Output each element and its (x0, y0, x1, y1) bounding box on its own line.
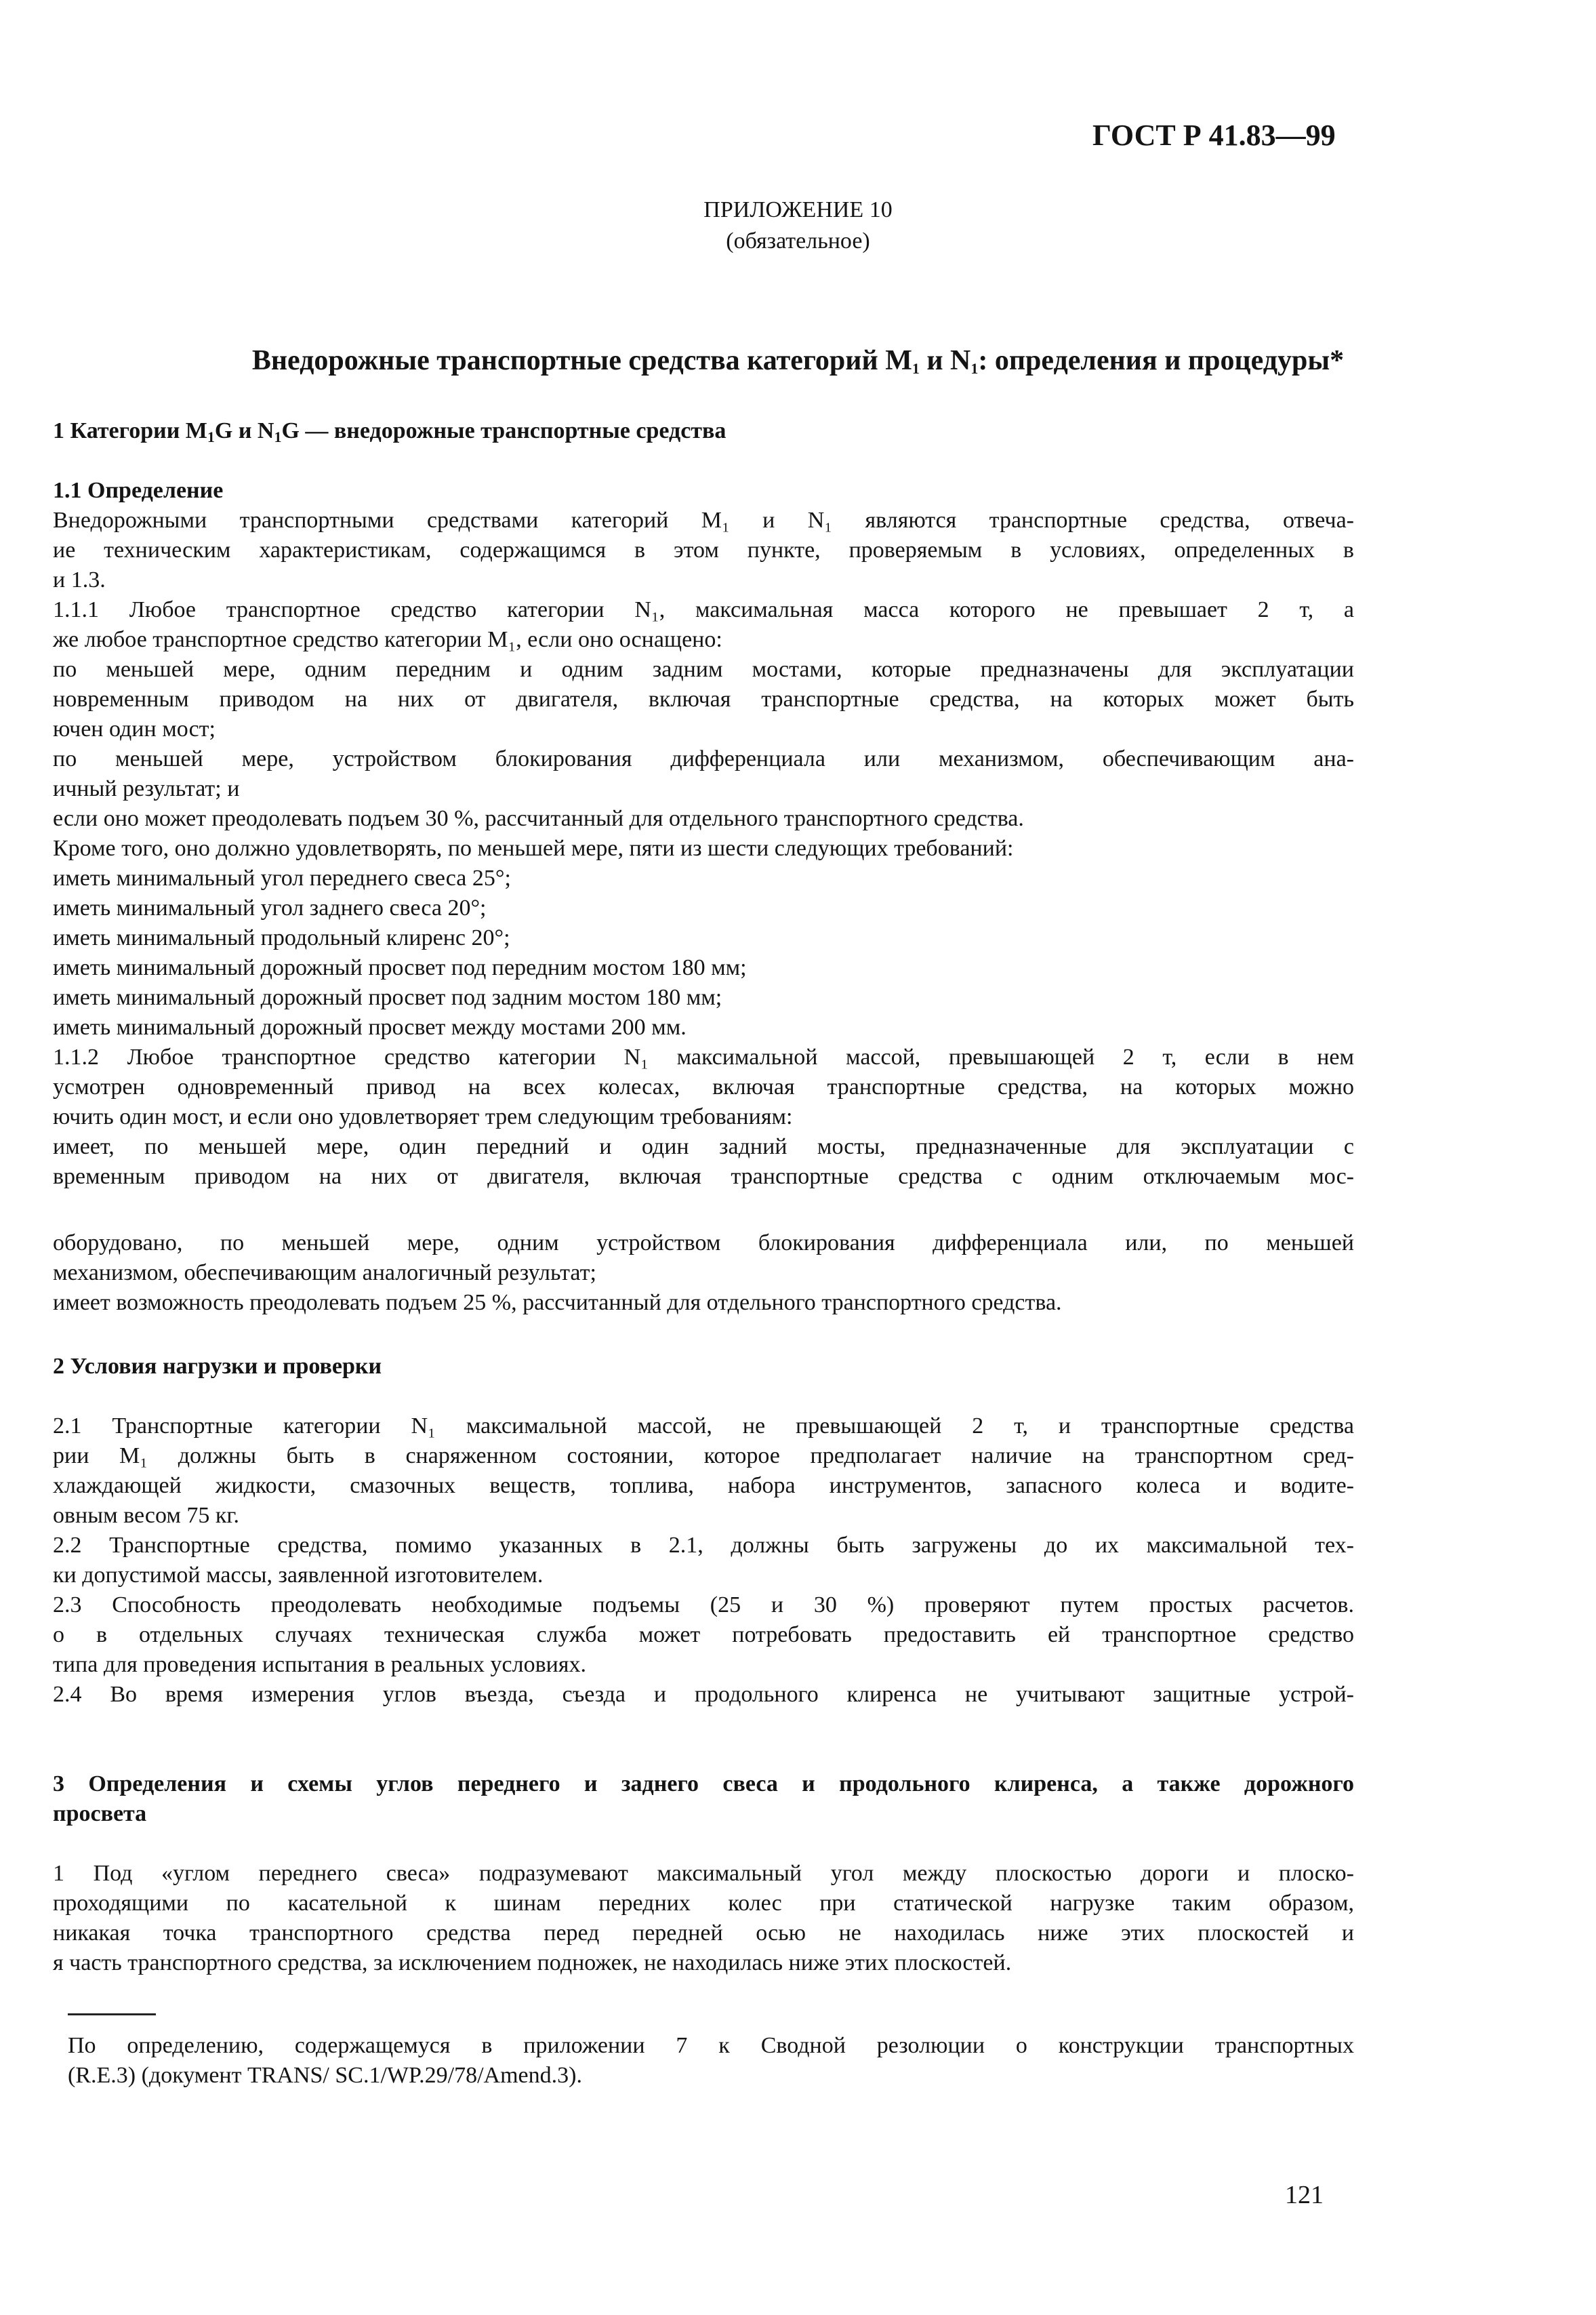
text-line: по меньшей мере, одним передним и одним задним мостами, которые предназначены для эксплуатации (53, 657, 1354, 682)
text-line: имеет, по меньшей мере, один передний и один задний мосты, предназначенные для эксплуатации с (53, 1134, 1354, 1159)
standard-number: ГОСТ Р 41.83—99 (1092, 119, 1336, 152)
footnote-divider (68, 2013, 156, 2015)
text-line: ки допустимой массы, заявленной изготовителем. (53, 1563, 544, 1588)
text-line: имеет возможность преодолевать подъем 25 %, рассчитанный для отдельного транспортного средства. (53, 1290, 1062, 1315)
title-text-2: и N (919, 345, 971, 376)
text-line: хлаждающей жидкости, смазочных веществ, топлива, набора инструментов, запасного колеса и водите- (53, 1473, 1354, 1498)
text-line: проходящими по касательной к шинам передних колес при статической нагрузке таким образом, (53, 1891, 1354, 1916)
document-title (0, 346, 1596, 376)
text-line: ючен один мост; (53, 717, 216, 742)
text-line: 1 Под «углом переднего свеса» подразумевают максимальный угол между плоскостью дороги и плоско- (53, 1861, 1354, 1886)
text-line: Внедорожными транспортными средствами категорий M₁ и N₁ являются транспортные средства, отвеча- (53, 508, 1354, 533)
title-subscript-1: 1 (912, 360, 920, 377)
text-line: никакая точка транспортного средства перед передней осью не находилась ниже этих плоскостей и (53, 1920, 1354, 1946)
heading-text: G — внедорожные транспортные средства (281, 418, 727, 443)
text-line: и 1.3. (53, 567, 106, 592)
text-line: рии M₁ должны быть в снаряженном состоянии, которое предполагает наличие на транспортном сред- (53, 1443, 1354, 1468)
text-line: ие техническим характеристикам, содержащимся в этом пункте, проверяемым в условиях, определенных в (53, 538, 1354, 563)
requirement-item: иметь минимальный угол заднего свеса 20°; (53, 895, 487, 921)
text-line: 2.4 Во время измерения углов въезда, съезда и продольного клиренса не учитывают защитные устрой- (53, 1682, 1354, 1707)
requirement-item: иметь минимальный дорожный просвет под передним мостом 180 мм; (53, 955, 747, 980)
section-3-heading-cont: просвета (53, 1801, 147, 1826)
title-text-3: : определения и процедуры* (978, 345, 1345, 376)
section-2-heading: 2 Условия нагрузки и проверки (53, 1354, 382, 1379)
text-line: я часть транспортного средства, за исключением подножек, не находилась ниже этих плоскостей. (53, 1950, 1012, 1975)
section-1-heading (53, 416, 726, 446)
text-line: типа для проведения испытания в реальных условиях. (53, 1652, 586, 1677)
text-line: 1.1.2 Любое транспортное средство категории N₁ максимальной массой, превышающей 2 т, если в нем (53, 1045, 1354, 1070)
text-line: 2.2 Транспортные средства, помимо указанных в 2.1, должны быть загружены до их максимальной тех- (53, 1533, 1354, 1558)
heading-text: G и N (214, 418, 274, 443)
text-line: ючить один мост, и если оно удовлетворяет трем следующим требованиям: (53, 1104, 793, 1129)
appendix-status: (обязательное) (726, 228, 870, 254)
text-line: Кроме того, оно должно удовлетворять, по меньшей мере, пяти из шести следующих требований: (53, 836, 1014, 861)
requirement-item: иметь минимальный дорожный просвет между мостами 200 мм. (53, 1015, 687, 1040)
text-line: 2.3 Способность преодолевать необходимые подъемы (25 и 30 %) проверяют путем простых расчетов. (53, 1592, 1354, 1617)
text-line: новременным приводом на них от двигателя, включая транспортные средства, на которых может быть (53, 687, 1354, 712)
text-line: если оно может преодолевать подъем 30 %, рассчитанный для отдельного транспортного средства. (53, 806, 1024, 831)
subsection-1-1-heading: 1.1 Определение (53, 478, 224, 503)
text-line: механизмом, обеспечивающим аналогичный результат; (53, 1260, 596, 1285)
title-subscript-2: 1 (970, 360, 979, 377)
section-3-heading: 3 Определения и схемы углов переднего и заднего свеса и продольного клиренса, а также дорожного (53, 1771, 1354, 1796)
text-line: 1.1.1 Любое транспортное средство категории N₁, максимальная масса которого не превышает 2 т, а (53, 597, 1354, 622)
text-line: усмотрен одновременный привод на всех колесах, включая транспортные средства, на которых можно (53, 1074, 1354, 1100)
text-line: же любое транспортное средство категории M₁, если оно оснащено: (53, 627, 722, 652)
appendix-heading (0, 195, 1596, 258)
heading-subscript: 1 (207, 428, 215, 445)
footnote-text: По определению, содержащемуся в приложении 7 к Сводной резолюции о конструкции транспортных (68, 2033, 1354, 2058)
appendix-label: ПРИЛОЖЕНИЕ 10 (703, 197, 893, 222)
footnote-text: (R.E.3) (документ TRANS/ SC.1/WP.29/78/Amend.3). (68, 2063, 582, 2088)
text-line: временным приводом на них от двигателя, включая транспортные средства с одним отключаемым мос- (53, 1164, 1354, 1189)
requirement-item: иметь минимальный продольный клиренс 20°; (53, 925, 510, 950)
heading-text: 1 Категории M (53, 418, 207, 443)
text-line: 2.1 Транспортные категории N₁ максимальной массой, не превышающей 2 т, и транспортные средства (53, 1413, 1354, 1438)
text-line: овным весом 75 кг. (53, 1503, 239, 1528)
text-line: о в отдельных случаях техническая служба может потребовать предоставить ей транспортное средство (53, 1622, 1354, 1647)
text-line: ичный результат; и (53, 776, 240, 801)
page-number: 121 (1285, 2181, 1324, 2209)
title-text-1: Внедорожные транспортные средства категорий M (251, 345, 912, 376)
text-line: по меньшей мере, устройством блокирования дифференциала или механизмом, обеспечивающим ана- (53, 746, 1354, 771)
requirement-item: иметь минимальный угол переднего свеса 25°; (53, 866, 511, 891)
text-line: оборудовано, по меньшей мере, одним устройством блокирования дифференциала или, по меньшей (53, 1230, 1354, 1255)
requirement-item: иметь минимальный дорожный просвет под задним мостом 180 мм; (53, 985, 722, 1010)
heading-subscript: 1 (274, 428, 282, 445)
